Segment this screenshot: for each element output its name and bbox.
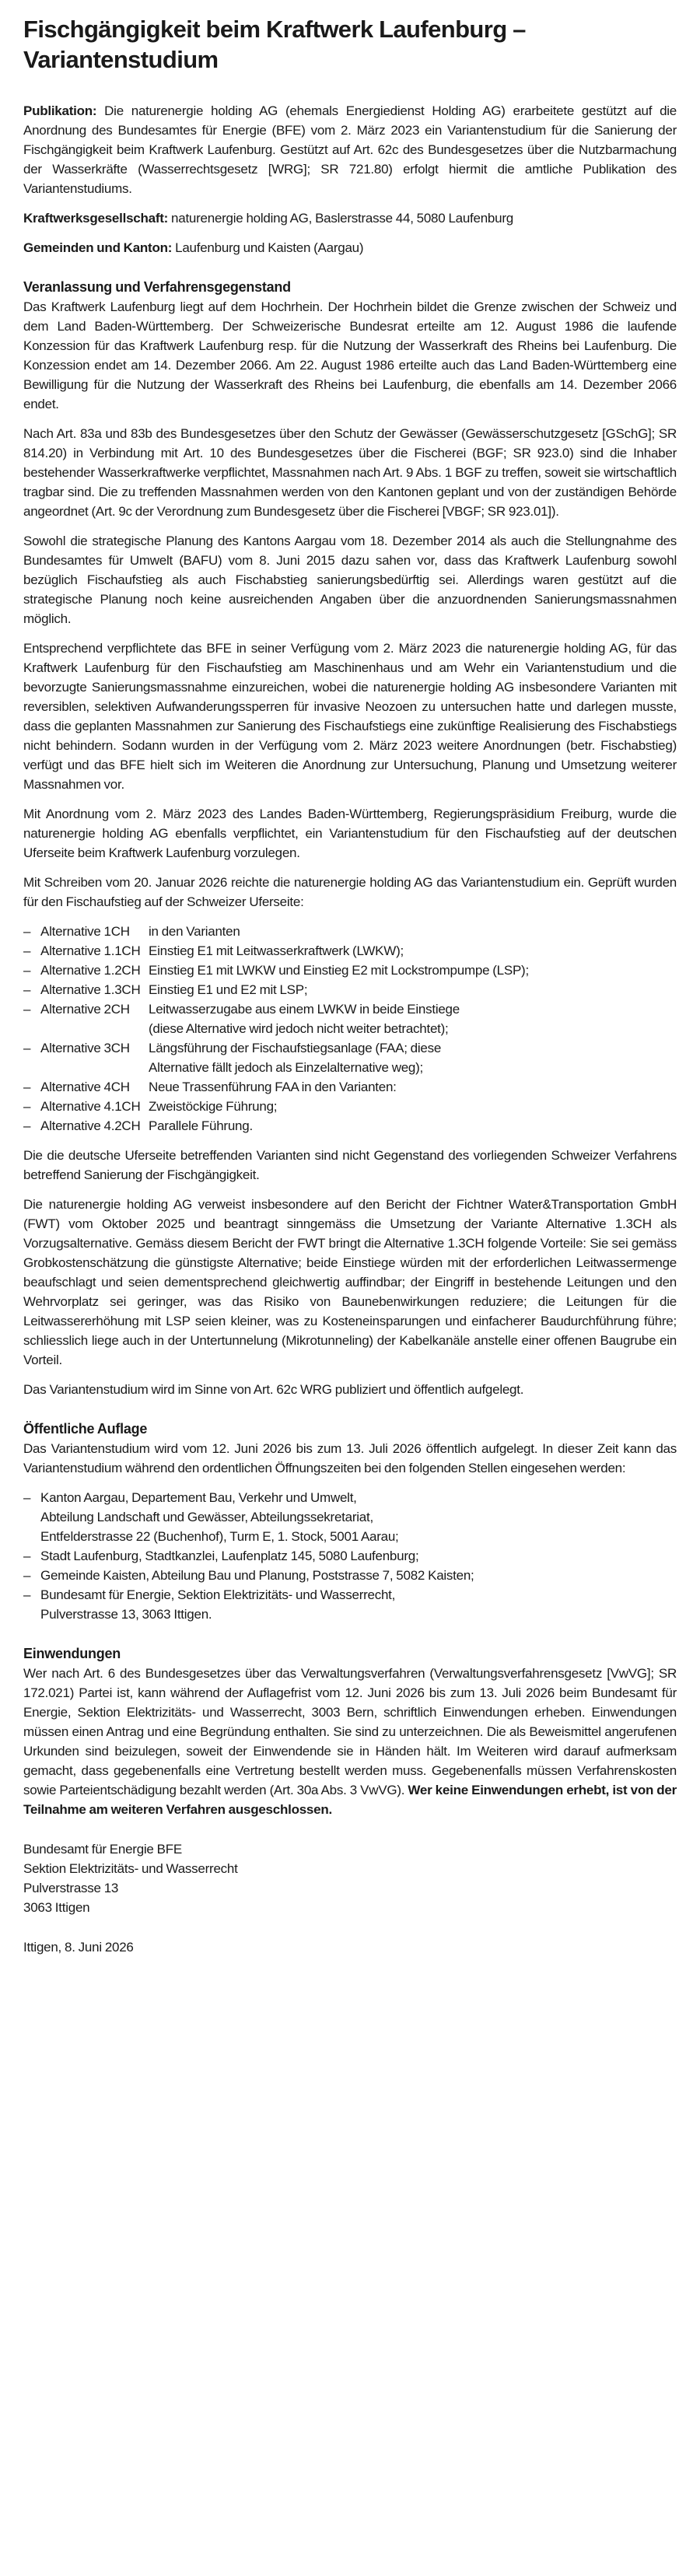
sender-line: Sektion Elektrizitäts- und Wasserrecht — [23, 1861, 238, 1876]
veranlassung-paragraph-4: Entsprechend verpflichtete das BFE in seiner Verfügung vom 2. März 2023 die naturenergie holding AG, für das Kraftwerk Laufenburg für den Fischaufstieg am Maschinenhaus und am Wehr ein Variantenstudium und die bevorzugte Sanierungsmassnahme einzureichen, wobei die naturenergie holding AG insbesondere Varianten mit reversiblen, selektiven Aufwanderungssperren für invasive Neozoen zu untersuchen hatte und darlegen musste, dass die geplanten Massnahmen zur Sanierung des Fischaufstiegs eine zukünftige Realisierung des Fischabstiegs nicht behindern. Sodann wurden in der Verfügung vom 2. März 2023 weitere Anordnungen (betr. Fischabstieg) verfügt und das BFE hielt sich im Weiteren die Anordnung zur Untersuchung, Planung und Umsetzung weiterer Massnahmen vor. — [23, 641, 677, 792]
veranlassung-paragraph-8: Die naturenergie holding AG verweist insbesondere auf den Bericht der Fichtner Water&Transportation GmbH (FWT) vom Oktober 2025 und beantragt sinngemäss die Umsetzung der Variante Alternative 1.3CH als Vorzugsalternative. Gemäss diesem Bericht der FWT bringt die Alternative 1.3CH folgende Vorteile: Sie sei gemäss Grobkostenschätzung die günstigste Alternative; beide Einstiege würden mit der erforderlichen Leitwassermenge beaufschlagt und seien dementsprechend gleichwertig auffindbar; der Eingriff in bestehende Leitungen und den Wehrvorplatz sei geringer, was das Risiko von Baunebenwirkungen reduziere; die Leitungen für die Leitwassererhöhung mit LSP seien kleiner, was zu Kosteneinsparungen und einfacherer Baudurchführung führe; schliesslich liege auch in der Untertunnelung (Mikrotunneling) der Kabelkanäle anstelle einer offenen Baugrube ein Vorteil. — [23, 1197, 677, 1367]
list-item: – Alternative 1CH in den Varianten — [23, 922, 677, 941]
auflage-section — [23, 1419, 677, 1624]
veranlassung-paragraph-6: Mit Schreiben vom 20. Januar 2026 reichte die naturenergie holding AG das Variantenstudium ein. Geprüft wurden für den Fischaufstieg auf der Schweizer Uferseite: — [23, 875, 677, 909]
list-item: – Alternative 2CH Leitwasserzugabe aus einem LWKW in beide Einstiege (diese Alternative wird jedoch nicht weiter betrachtet); — [23, 999, 677, 1038]
list-item: – Stadt Laufenburg, Stadtkanzlei, Laufenplatz 145, 5080 Laufenburg; — [23, 1546, 677, 1566]
alternative-description: Parallele Führung. — [149, 1118, 253, 1133]
alternative-name: Alternative 4CH — [40, 1080, 130, 1094]
sender-line: 3063 Ittigen — [23, 1900, 90, 1915]
alternative-description: in den Varianten — [149, 924, 240, 939]
sender-line: Pulverstrasse 13 — [23, 1881, 119, 1895]
alternative-name: Alternative 1CH — [40, 924, 130, 939]
alternative-name: Alternative 2CH — [40, 1002, 130, 1017]
list-item: – Alternative 3CH Längsführung der Fischaufstiegsanlage (FAA; diese Alternative fällt jedoch als Einzelalternative weg); — [23, 1038, 677, 1077]
sender-line: Bundesamt für Energie BFE — [23, 1842, 182, 1857]
list-item: – Alternative 4CH Neue Trassenführung FAA in den Varianten: — [23, 1077, 677, 1097]
veranlassung-paragraph-3: Sowohl die strategische Planung des Kantons Aargau vom 18. Dezember 2014 als auch die Stellungnahme des Bundesamtes für Umwelt (BAFU) vom 8. Juni 2015 dazu sahen vor, dass das Kraftwerk Laufenburg sowohl bezüglich Fischaufstieg als auch Fischabstieg sanierungsbedürftig sei. Allerdings waren gestützt auf die strategische Planung noch keine ausreichenden Angaben über die anzuordnenden Sanierungsmassnahmen möglich. — [23, 534, 677, 626]
kraftwerksgesellschaft-paragraph — [23, 208, 677, 228]
veranlassung-paragraph-9: Das Variantenstudium wird im Sinne von Art. 62c WRG publiziert und öffentlich aufgelegt. — [23, 1382, 524, 1397]
gemeinden-text: Laufenburg und Kaisten (Aargau) — [172, 240, 364, 255]
location-line: Gemeinde Kaisten, Abteilung Bau und Planung, Poststrasse 7, 5082 Kaisten; — [40, 1568, 474, 1583]
alternative-name: Alternative 3CH — [40, 1041, 130, 1055]
sender-address — [23, 1839, 677, 1917]
kraftwerksgesellschaft-label: Kraftwerksgesellschaft: — [23, 211, 169, 226]
veranlassung-paragraph-7: Die die deutsche Uferseite betreffenden Varianten sind nicht Gegenstand des vorliegenden Schweizer Verfahrens betreffend Sanierung der Fischgängigkeit. — [23, 1148, 677, 1182]
location-line: Stadt Laufenburg, Stadtkanzlei, Laufenplatz 145, 5080 Laufenburg; — [40, 1549, 419, 1563]
place-date: Ittigen, 8. Juni 2026 — [23, 1940, 134, 1955]
einwendungen-paragraph — [23, 1664, 677, 1819]
alternative-description: Einstieg E1 mit LWKW und Einstieg E2 mit Lockstrompumpe (LSP); — [149, 963, 529, 978]
location-line: Kanton Aargau, Departement Bau, Verkehr und Umwelt, — [40, 1490, 357, 1505]
list-item: – Alternative 4.2CH Parallele Führung. — [23, 1116, 677, 1136]
publikation-paragraph — [23, 101, 677, 198]
list-item: – Gemeinde Kaisten, Abteilung Bau und Planung, Poststrasse 7, 5082 Kaisten; — [23, 1566, 677, 1585]
alternative-description: Neue Trassenführung FAA in den Varianten: — [149, 1080, 397, 1094]
alternative-name: Alternative 1.2CH — [40, 963, 141, 978]
alternative-description: Einstieg E1 und E2 mit LSP; — [149, 982, 308, 997]
einwendungen-heading: Einwendungen — [23, 1646, 121, 1661]
veranlassung-paragraph-5: Mit Anordnung vom 2. März 2023 des Landes Baden-Württemberg, Regierungspräsidium Freiburg, wurde die naturenergie holding AG ebenfalls verpflichtet, ein Variantenstudium für den Fischaufstieg auf der deutschen Uferseite beim Kraftwerk Laufenburg vorzulegen. — [23, 807, 677, 860]
kraftwerksgesellschaft-text: naturenergie holding AG, Baslerstrasse 44, 5080 Laufenburg — [168, 211, 513, 226]
page-title: Fischgängigkeit beim Kraftwerk Laufenburg – Variantenstudium — [23, 16, 526, 73]
alternative-name: Alternative 1.1CH — [40, 943, 141, 958]
alternative-name: Alternative 4.2CH — [40, 1118, 141, 1133]
alternative-description: Einstieg E1 mit Leitwasserkraftwerk (LWKW); — [149, 943, 404, 958]
auflage-heading: Öffentliche Auflage — [23, 1421, 148, 1437]
veranlassung-heading: Veranlassung und Verfahrensgegenstand — [23, 279, 291, 295]
publikation-label: Publikation: — [23, 103, 97, 118]
alternative-description: Leitwasserzugabe aus einem LWKW in beide Einstiege (diese Alternative wird jedoch nicht weiter betrachtet); — [149, 1002, 460, 1036]
veranlassung-paragraph-2: Nach Art. 83a und 83b des Bundesgesetzes über den Schutz der Gewässer (Gewässerschutzgesetz [GSchG]; SR 814.20) in Verbindung mit Art. 10 des Bundesgesetzes über die Fischerei (BGF; SR 923.0) sind die Inhaber bestehender Wasserkraftwerke verpflichtet, Massnahmen nach Art. 9 Abs. 1 BGF zu treffen, soweit sie wirtschaftlich tragbar sind. Die zu treffenden Massnahmen werden von den Kantonen geplant und von der zuständigen Behörde angeordnet (Art. 9c der Verordnung zum Bundesgesetz über die Fischerei [VBGF; SR 923.01]). — [23, 426, 677, 519]
auflage-paragraph: Das Variantenstudium wird vom 12. Juni 2026 bis zum 13. Juli 2026 öffentlich aufgelegt. In dieser Zeit kann das Variantenstudium während den ordentlichen Öffnungszeiten bei den folgenden Stellen eingesehen werden: — [23, 1441, 677, 1475]
einwendungen-bold-text: Wer keine Einwendungen erhebt, ist von der Teilnahme am weiteren Verfahren ausgeschlossen. — [23, 1783, 677, 1817]
list-item: – Alternative 1.1CH Einstieg E1 mit Leitwasserkraftwerk (LWKW); — [23, 941, 677, 961]
alternative-description: Zweistöckige Führung; — [149, 1099, 278, 1114]
auflage-locations-list — [23, 1488, 677, 1624]
einwendungen-section — [23, 1644, 677, 1819]
alternative-description: Längsführung der Fischaufstiegsanlage (FAA; diese Alternative fällt jedoch als Einzelalternative weg); — [149, 1041, 442, 1075]
location-line: Bundesamt für Energie, Sektion Elektrizitäts- und Wasserrecht, — [40, 1587, 396, 1602]
list-item: – Alternative 1.3CH Einstieg E1 und E2 mit LSP; — [23, 980, 677, 999]
gemeinden-label: Gemeinden und Kanton: — [23, 240, 173, 255]
veranlassung-section — [23, 278, 677, 1399]
location-line: Entfelderstrasse 22 (Buchenhof), Turm E, 1. Stock, 5001 Aarau; — [40, 1529, 399, 1544]
list-item: – Alternative 1.2CH Einstieg E1 mit LWKW und Einstieg E2 mit Lockstrompumpe (LSP); — [23, 961, 677, 980]
location-line: Pulverstrasse 13, 3063 Ittigen. — [40, 1607, 212, 1622]
alternative-name: Alternative 4.1CH — [40, 1099, 141, 1114]
list-item: – Bundesamt für Energie, Sektion Elektrizitäts- und Wasserrecht, Pulverstrasse 13, 3063 Ittigen. — [23, 1585, 677, 1624]
gemeinden-paragraph — [23, 238, 677, 257]
alternatives-list — [23, 922, 677, 1136]
veranlassung-paragraph-1: Das Kraftwerk Laufenburg liegt auf dem Hochrhein. Der Hochrhein bildet die Grenze zwischen der Schweiz und dem Land Baden-Württemberg. Der Schweizerische Bundesrat erteilte am 12. August 1986 die laufende Konzession für das Kraftwerk Laufenburg resp. für die Nutzung der Wasserkraft des Rheins bei Laufenburg. Die Konzession endet am 14. Dezember 2066. Am 22. August 1986 erteilte auch das Land Baden-Württemberg eine Bewilligung für die Nutzung der Wasserkraft des Rheins bei Laufenburg, die ebenfalls am 14. Dezember 2066 endet. — [23, 299, 677, 411]
location-line: Abteilung Landschaft und Gewässer, Abteilungssekretariat, — [40, 1510, 373, 1524]
einwendungen-text: Wer nach Art. 6 des Bundesgesetzes über das Verwaltungsverfahren (Verwaltungsverfahrensgesetz [VwVG]; SR 172.021) Partei ist, kann während der Auflagefrist vom 12. Juni 2026 bis zum 13. Juli 2026 beim Bundesamt für Energie, Sektion Elektrizitäts- und Wasserrecht, 3003 Bern, schriftlich Einwendungen erheben. Einwendungen müssen einen Antrag und eine Begründung enthalten. Sie sind zu unterzeichnen. Die als Beweismittel angerufenen Urkunden sind beizulegen, soweit der Einwendende sie in Händen hält. Im Weiteren wird darauf aufmerksam gemacht, dass gegebenenfalls eine Vertretung bestellt werden muss. Gegebenenfalls müssen Verfahrenskosten sowie Parteientschädigung bezahlt werden (Art. 30a Abs. 3 VwVG). — [23, 1666, 677, 1797]
list-item: – Alternative 4.1CH Zweistöckige Führung; — [23, 1097, 677, 1116]
publikation-text: Die naturenergie holding AG (ehemals Energiedienst Holding AG) erarbeitete gestützt auf die Anordnung des Bundesamtes für Energie (BFE) vom 2. März 2023 ein Variantenstudium für die Sanierung der Fischgängigkeit beim Kraftwerk Laufenburg. Gestützt auf Art. 62c des Bundesgesetzes über die Nutzbarmachung der Wasserkräfte (Wasserrechtsgesetz [WRG]; SR 721.80) erfolgt hiermit die amtliche Publikation des Variantenstudiums. — [23, 103, 677, 196]
alternative-name: Alternative 1.3CH — [40, 982, 141, 997]
list-item: – Kanton Aargau, Departement Bau, Verkehr und Umwelt, Abteilung Landschaft und Gewässer, Abteilungssekretariat, Entfelderstrasse 22 (Buchenhof), Turm E, 1. Stock, 5001 Aarau; — [23, 1488, 677, 1546]
